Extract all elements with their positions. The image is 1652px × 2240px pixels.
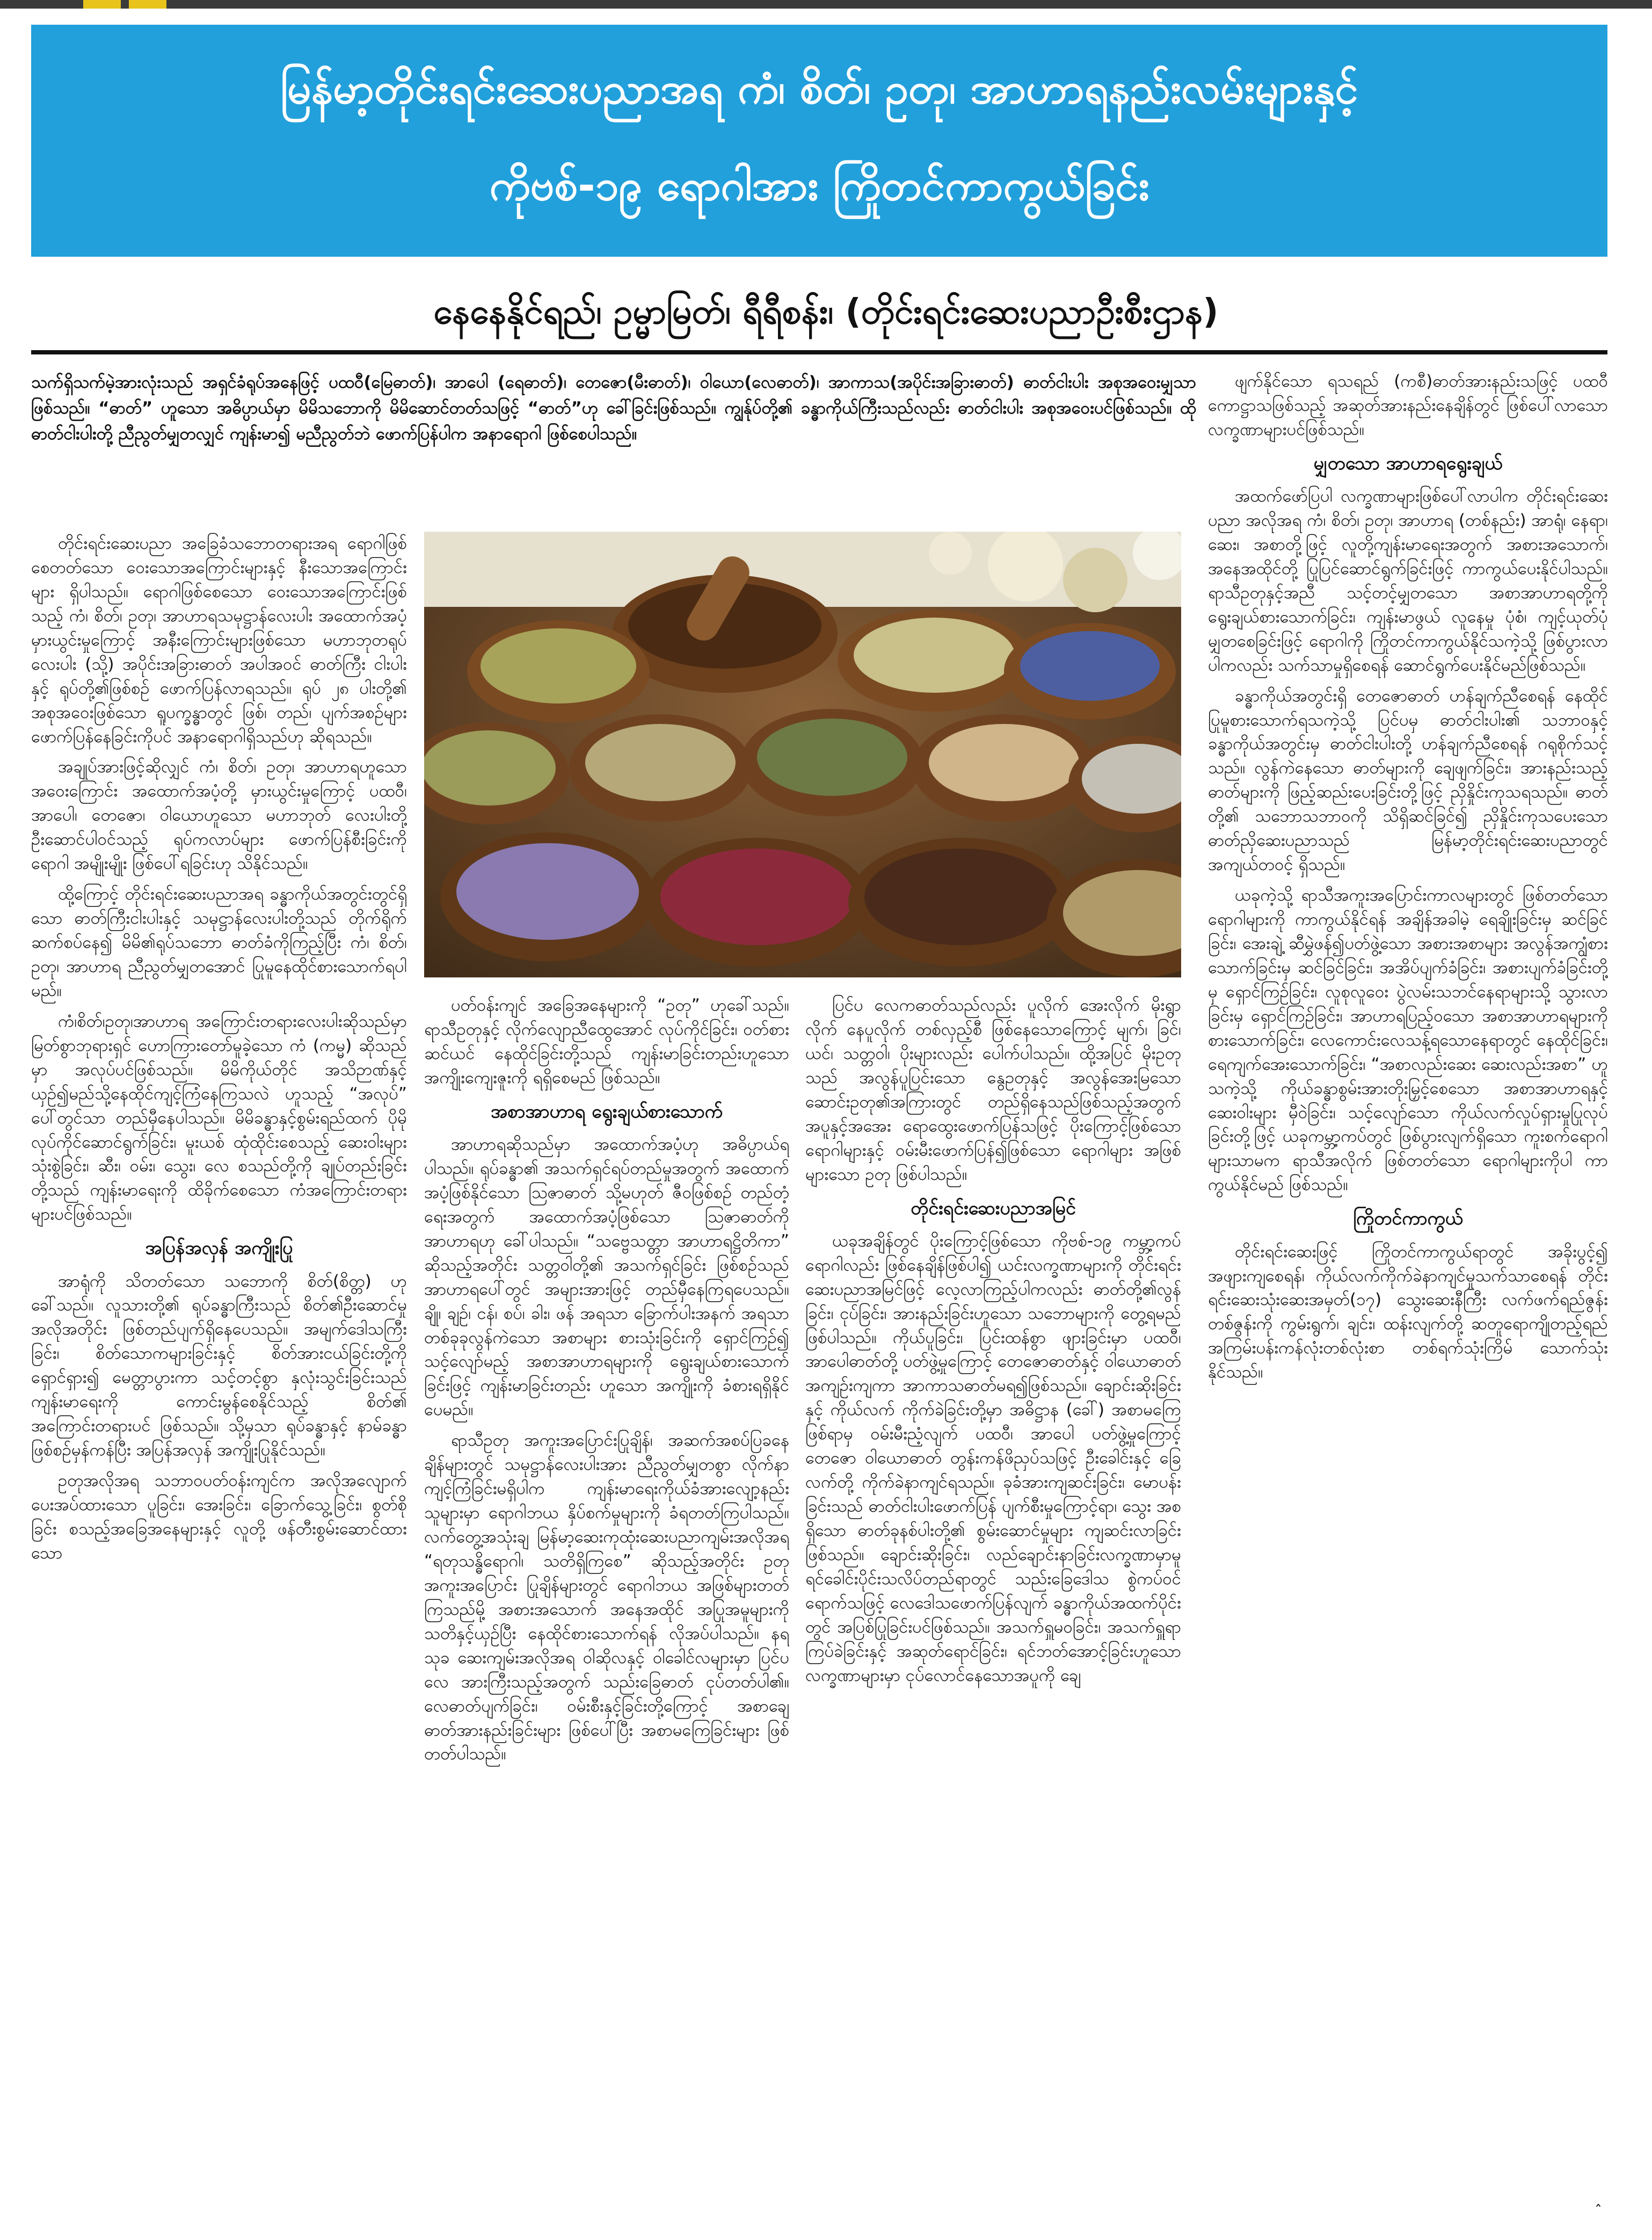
heading-prevention: ကြိုတင်ကာကွယ် <box>1353 1208 1463 1230</box>
lead-paragraph: သက်ရှိသက်မဲ့အားလုံးသည် အရှင်ခံရုပ်အနေဖြင့် ပထဝီ(မြေဓာတ်)၊ အာပေါ (ရေဓာတ်)၊ တေဇော(မီးဓာတ်)၊ ဝါယော(လေဓာတ်)၊ အာကာသ(အပိုင်းအခြားဓာတ်) ဓာတ်ငါးပါး အစုအဝေးမျှသာဖြစ်သည်။ “ဓာတ်” ဟူသော အဓိပ္ပာယ်မှာ မိမိသဘောကို မိမိဆောင်တတ်သဖြင့် “ဓာတ်”ဟု ခေါ်ခြင်းဖြစ်သည်။ ကျွန်ုပ်တို့၏ ခန္ဓာကိုယ်ကြီးသည်လည်း ဓာတ်ငါးပါး အစုအဝေးပင်ဖြစ်သည်။ ထိုဓာတ်ငါးပါးတို့ ညီညွတ်မျှတလျှင် ကျန်းမာ၍ မညီညွတ်ဘဲ ဖောက်ပြန်ပါက အနာရောဂါ ဖြစ်စေပါသည်။ <box>31 373 1196 444</box>
col4-body-b <box>1208 484 1608 1197</box>
column-3 <box>805 994 1181 2202</box>
paragraph: အာဟာရဆိုသည်မှာ အထောက်အပံ့ဟု အဓိပ္ပာယ်ရပါသည်။ ရုပ်ခန္ဓာ၏ အသက်ရှင်ရပ်တည်မှုအတွက် အထောက်အပံ့ဖြစ်နိုင်သော ဩဇာဓာတ် သို့မဟုတ် ဇီဝဖြစ်စဉ် တည်တံ့ရေးအတွက် အထောက်အပံ့ဖြစ်သော ဩဇာဓာတ်ကို အာဟာရဟု ခေါ်ပါသည်။ “သဗ္ဗေသတ္တာ အာဟာရဋ္ဌိတိကာ” ဆိုသည့်အတိုင်း သတ္တဝါတို့၏ အသက်ရှင်ခြင်း ဖြစ်စဉ်သည် အာဟာရပေါ်တွင် အများအားဖြင့် တည်မှီနေကြရပေသည်။ ချို၊ ချဉ်၊ ငန်၊ စပ်၊ ခါး၊ ဖန် အရသာ ခြောက်ပါးအနက် အရသာ တစ်ခုခုလွန်ကဲသော အစာများ စားသုံးခြင်းကို ရှောင်ကြဉ်၍ သင့်လျော်မည့် အစာအာဟာရများကို ရွေးချယ်စားသောက်ခြင်းဖြင့် ကျန်းမာခြင်းတည်း ဟူသော အကျိုးကို ခံစားရရှိနိုင်ပေမည်။ <box>424 1135 789 1420</box>
column-4 <box>1208 369 1608 2202</box>
col4-body-c <box>1208 1240 1608 1385</box>
byline: နေနေနိုင်ရည်၊ ဥမ္မာမြတ်၊ ရီရီစန်း၊ (တိုင်းရင်းဆေးပညာဦးစီးဌာန) <box>433 292 1219 332</box>
heading-food-choice: အစာအာဟာရ ရွေးချယ်စားသောက် <box>491 1100 723 1122</box>
paragraph: အချုပ်အားဖြင့်ဆိုလျှင် ကံ၊ စိတ်၊ ဥတု၊ အာဟာရဟူသော အဝေးကြောင်း အထောက်အပံ့တို့ မှားယွင်းမှုကြောင့် ပထဝီ၊ အာပေါ၊ တေဇော၊ ဝါယောဟူသော မဟာဘုတ် လေးပါးတို့ ဦးဆောင်ပါဝင်သည့် ရုပ်ကလာပ်များ ဖောက်ပြန်စီးခြင်းကို ရောဂါ အမျိုးမျိုး ဖြစ်ပေါ်ရခြင်းဟု သိနိုင်သည်။ <box>31 757 407 874</box>
col1-body-b <box>31 1270 407 1565</box>
col1-body <box>31 532 407 1227</box>
col2-body <box>424 994 789 1090</box>
heading-mutual-benefit: အပြန်အလှန် အကျိုးပြု <box>145 1237 293 1259</box>
herbs-photo-svg <box>424 532 1181 977</box>
col3-body-b <box>805 1229 1181 1688</box>
paragraph: တိုင်းရင်းဆေးပညာ အခြေခံသဘောတရားအရ ရောဂါဖြစ်စေတတ်သော ဝေးသောအကြောင်းများနှင့် နီးသောအကြောင်းများ ရှိပါသည်။ ရောဂါဖြစ်စေသော ဝေးသောအကြောင်းဖြစ်သည့် ကံ၊ စိတ်၊ ဥတု၊ အာဟာရသမုဋ္ဌာန်လေးပါး အထောက်အပံ့ မှားယွင်းမှုကြောင့် အနီးကြောင်းများဖြစ်သော မဟာဘုတရုပ်လေးပါး (သို့) အပိုင်းအခြားဓာတ် အပါအဝင် ဓာတ်ကြီး ငါးပါးနှင့် ရုပ်တို့၏ဖြစ်စဉ် ဖောက်ပြန်လာရသည်။ ရုပ် ၂၈ ပါးတို့၏ အစုအဝေးဖြစ်သော ရူပက္ခန္ဓာတွင် ဖြစ်၊ တည်၊ ပျက်အစဉ်များ ဖောက်ပြန်နေခြင်းကိုပင် အနာရောဂါရှိသည်ဟု ဆိုရသည်။ <box>31 534 407 746</box>
paragraph: အာရုံကို သိတတ်သော သဘောကို စိတ်(စိတ္တ) ဟုခေါ်သည်။ လူသားတို့၏ ရုပ်ခန္ဓာကြီးသည် စိတ်၏ဦးဆောင်မှုအလိုအတိုင်း ဖြစ်တည်ပျက်ရှိနေပေသည်။ အမျက်ဒေါသကြီးခြင်း၊ စိတ်သောကများခြင်းနှင့် စိတ်အားငယ်ခြင်းတို့ကို ရှောင်ရှား၍ မေတ္တာပွားကာ သင့်တင့်စွာ နှလုံးသွင်းခြင်းသည် ကျန်းမာရေးကို ကောင်းမွန်စေနိုင်သည့် စိတ်၏ အကြောင်းတရားပင် ဖြစ်သည်။ သို့မှသာ ရုပ်ခန္ဓာနှင့် နာမ်ခန္ဓာဖြစ်စဉ်မှန်ကန်ပြီး အပြန်အလှန် အကျိုးပြုနိုင်သည်။ <box>31 1271 407 1460</box>
heading-traditional-view: တိုင်းရင်းဆေးပညာအမြင် <box>911 1197 1076 1219</box>
paragraph: ကံ၊စိတ်၊ဥတု၊အာဟာရ အကြောင်းတရားလေးပါးဆိုသည်မှာ မြတ်စွာဘုရားရှင် ဟောကြားတော်မူခဲ့သော ကံ (ကမ္မ) ဆိုသည်မှာ အလုပ်ပင်ဖြစ်သည်။ မိမိကိုယ်တိုင် အသိဉာဏ်နှင့် ယှဉ်၍မည်သို့နေထိုင်ကျင့်ကြံနေကြသလဲ ဟူသည့် “အလုပ်” ပေါ်တွင်သာ တည်မှီနေပါသည်။ မိမိခန္ဓာနှင့်စွမ်းရည်ထက် ပိုမိုလုပ်ကိုင်ဆောင်ရွက်ခြင်း၊ မူးယစ် ထုံထိုင်းစေသည့် ဆေးဝါးများသုံးစွဲခြင်း၊ ဆီး၊ ဝမ်း၊ သွေး၊ လေ စသည်တို့ကို ချုပ်တည်းခြင်းတို့သည် ကျန်းမာရေးကို ထိခိုက်စေသော ကံအကြောင်းတရားများပင်ဖြစ်သည်။ <box>31 1011 407 1224</box>
paragraph: ထို့ကြောင့် တိုင်းရင်းဆေးပညာအရ ခန္ဓာကိုယ်အတွင်းတွင်ရှိသော ဓာတ်ကြီးငါးပါးနှင့် သမုဋ္ဌာန်လေးပါးတို့သည် တိုက်ရိုက်ဆက်စပ်နေ၍ မိမိ၏ရုပ်သဘော ဓာတ်ခံကိုကြည့်ပြီး ကံ၊ စိတ်၊ ဥတု၊ အာဟာရ ညီညွတ်မျှတအောင် ပြုမူနေထိုင်စားသောက်ရပါမည်။ <box>31 885 407 1001</box>
title-banner <box>31 25 1607 257</box>
paragraph: ဖျက်နိုင်သော ရသရည် (ကစီ)ဓာတ်အားနည်းသဖြင့် ပထဝီကောဋ္ဌာသဖြစ်သည့် အဆုတ်အားနည်းနေချိန်တွင် ဖြစ်ပေါ်လာသော လက္ခဏာများပင်ဖြစ်သည်။ <box>1208 372 1608 439</box>
title-line-1: မြန်မာ့တိုင်းရင်းဆေးပညာအရ ကံ၊ စိတ်၊ ဥတု၊ အာဟာရနည်းလမ်းများနှင့် <box>280 65 1358 113</box>
herbs-mortar-photo <box>424 532 1181 977</box>
page-mark: ˆ <box>1595 2202 1602 2220</box>
paragraph: ပြင်ပ လေကဓာတ်သည်လည်း ပူလိုက် အေးလိုက် မိုးရွာလိုက် နေပူလိုက် တစ်လှည့်စီ ဖြစ်နေသောကြောင့် မျက်၊ ခြင်၊ ယင်၊ သတ္တဝါ၊ ပိုးများလည်း ပေါက်ပါသည်။ ထို့အပြင် မိုးဥတုသည် အလွန်ပူပြင်းသော နွေဥတုနှင့် အလွန်အေးမြသော ဆောင်းဥတု၏အကြားတွင် တည်ရှိနေသည်ဖြစ်သည့်အတွက် အပူနှင့်အအေး ရောထွေးဖောက်ပြန်သဖြင့် ပိုးကြောင့်ဖြစ်သော ရောဂါများနှင့် ဝမ်းမီးဖောက်ပြန်၍ဖြစ်သော ရောဂါများ အဖြစ်များသော ဥတု ဖြစ်ပါသည်။ <box>805 996 1181 1184</box>
col4-body <box>1208 369 1608 442</box>
paragraph: အထက်ဖော်ပြပါ လက္ခဏာများဖြစ်ပေါ်လာပါက တိုင်းရင်းဆေးပညာ အလိုအရ ကံ၊ စိတ်၊ ဥတု၊ အာဟာရ (တစ်နည်း) အာရုံ၊ နေရာ၊ ဆေး၊ အစာတို့ဖြင့် လူတို့ကျန်းမာရေးအတွက် အစားအသောက်၊ အနေအထိုင်တို့ ပြုပြင်ဆောင်ရွက်ခြင်းဖြင့် ကာကွယ်ပေးနိုင်ပါသည်။ ရာသီဥတုနှင့်အညီ သင့်တင့်မျှတသော အစာအာဟာရတို့ကို ရွေးချယ်စားသောက်ခြင်း၊ ကျန်းမာဖွယ် လူနေမှု ပုံစံ၊ ကျင့်ယုတ်ပုံ မျှတစေခြင်းဖြင့် ရောဂါကို ကြိုတင်ကာကွယ်နိုင်သကဲ့သို့ ဖြစ်ပွားလာပါကလည်း သက်သာမှုရှိစေရန် ဆောင်ရွက်ပေးနိုင်မည်ဖြစ်သည်။ <box>1208 487 1608 675</box>
column-2 <box>424 994 789 2202</box>
col2-body-b <box>424 1133 789 1766</box>
title-line-2: ကိုဗစ်-၁၉ ရောဂါအား ကြိုတင်ကာကွယ်ခြင်း <box>489 162 1149 210</box>
col3-body <box>805 994 1181 1187</box>
top-strip <box>0 0 1652 9</box>
divider-rule <box>31 350 1607 354</box>
paragraph: ရာသီဥတု အကူးအပြောင်းပြုချိန်၊ အဆက်အစပ်ပြခနေချိန်များတွင် သမုဋ္ဌာန်လေးပါးအား ညီညွတ်မျှတစွာ လိုက်နာကျင့်ကြံခြင်းမရှိပါက ကျန်းမာရေးကိုယ်ခံအားလျော့နည်းသူများမှာ ရောဂါဘယ နှိပ်စက်မှုများကို ခံရတတ်ကြပါသည်။ လက်တွေ့အသုံးချ မြန်မာ့ဆေးကုထုံးဆေးပညာကျမ်းအလိုအရ “ရတုသန္ဓိရောဂါ၊ သတိရှိကြစေ” ဆိုသည့်အတိုင်း ဥတုအကူးအပြောင်း ပြုချိန်များတွင် ရောဂါဘယ အဖြစ်များတတ်ကြသည်မို့ အစားအသောက် အနေအထိုင် အပြုအမူများကို သတိနှင့်ယှဉ်ပြီး နေထိုင်စားသောက်ရန် လိုအပ်ပါသည်။ နရသုခ ဆေးကျမ်းအလိုအရ ဝါဆိုလနှင့် ဝါခေါင်လများမှာ ပြင်ပလေ အားကြီးသည့်အတွက် သည်းခြေဓာတ် ငုပ်တတ်ပါ၏။ လေဓာတ်ပျက်ခြင်း၊ ဝမ်းစီးနှင့်ခြင်းတို့ကြောင့် အစာချေဓာတ်အားနည်းခြင်းများ ဖြစ်ပေါ်ပြီး အစာမကြေခြင်းများ ဖြစ်တတ်ပါသည်။ <box>424 1431 789 1764</box>
paragraph: ပတ်ဝန်းကျင် အခြေအနေများကို “ဥတု” ဟုခေါ်သည်။ ရာသီဥတုနှင့် လိုက်လျောညီထွေအောင် လုပ်ကိုင်ခြင်း၊ ဝတ်စားဆင်ယင် နေထိုင်ခြင်းတို့သည် ကျန်းမာခြင်းတည်းဟူသော အကျိုးကျေးဇူးကို ရရှိစေမည် ဖြစ်သည်။ <box>424 996 789 1088</box>
paragraph: ယခုကဲ့သို့ ရာသီအကူးအပြောင်းကာလများတွင် ဖြစ်တတ်သောရောဂါများကို ကာကွယ်နိုင်ရန် အချိန်အခါမဲ့ ရေချိုးခြင်းမှ ဆင်ခြင်ခြင်း၊ အေးချဲ့ ဆီမွှဲဖန်၍ပတ်ဖွဲ့သော အစားအစာများ အလွန်အကျွံစားသောက်ခြင်းမှ ဆင်ခြင်ခြင်း၊ အအိပ်ပျက်ခံခြင်း၊ အစားပျက်ခံခြင်းတို့မှ ရှောင်ကြဉ်ခြင်း၊ လူစုလူဝေး ပွဲလမ်းသဘင်နေရာများသို့ သွားလာခြင်းမှ ရှောင်ကြဉ်ခြင်း၊ အာဟာရပြည့်ဝသော အစာအာဟာရများကို စားသောက်ခြင်း၊ လေကောင်းလေသန့်ရသောနေရာတွင် နေထိုင်ခြင်း၊ ရေကျက်အေးသောက်ခြင်း၊ “အစာလည်းဆေး ဆေးလည်းအစာ” ဟူသကဲ့သို့ ကိုယ်ခန္ဓာစွမ်းအားတိုးမြှင့်စေသော အစာအာဟာရနှင့် ဆေးဝါးများ မှီဝဲခြင်း၊ သင့်လျော်သော ကိုယ်လက်လှုပ်ရှားမှုပြုလုပ်ခြင်းတို့ဖြင့် ယခုကမ္ဘာ့ကပ်တွင် ဖြစ်ပွားလျက်ရှိသော ကူးစက်ရောဂါများသာမက ရာသီအလိုက် ဖြစ်တတ်သော ရောဂါများကိုပါ ကာကွယ်နိုင်မည် ဖြစ်သည်။ <box>1208 886 1608 1195</box>
paragraph: ဥတုအလိုအရ သဘာဝပတ်ဝန်းကျင်က အလိုအလျောက် ပေးအပ်ထားသော ပူခြင်း၊ အေးခြင်း၊ ခြောက်သွေ့ခြင်း၊ စွတ်စိုခြင်း စသည့်အခြေအနေများနှင့် လူတို့ ဖန်တီးစွမ်းဆောင်ထားသော <box>31 1471 407 1563</box>
paragraph: ခန္ဓာကိုယ်အတွင်းရှိ တေဇောဓာတ် ဟန်ချက်ညီစေရန် နေထိုင်ပြုမူစားသောက်ရသကဲ့သို့ ပြင်ပမှ ဓာတ်ငါးပါး၏ သဘာဝနှင့် ခန္ဓာကိုယ်အတွင်းမှ ဓာတ်ငါးပါးတို့ ဟန်ချက်ညီစေရန် ဂရုစိုက်သင့်သည်။ လွန်ကဲနေသော ဓာတ်များကို ချေဖျက်ခြင်း၊ အားနည်းသည့် ဓာတ်များကို ဖြည့်ဆည်းပေးခြင်းတို့ဖြင့် ညှိနှိုင်းကုသရသည်။ ဓာတ်တို့၏ သဘောသဘာဝကို သိရှိဆင်ခြင်၍ ညှိနှိုင်းကုသပေးသော ဓာတ်ညှိဆေးပညာသည် မြန်မာ့တိုင်းရင်းဆေးပညာတွင် အကျယ်တဝင့် ရှိသည်။ <box>1208 686 1608 875</box>
paragraph: တိုင်းရင်းဆေးဖြင့် ကြိုတင်ကာကွယ်ရာတွင် အခိုးပွင့်၍ အဖျားကျစေရန်၊ ကိုယ်လက်ကိုက်ခဲနာကျင်မှုသက်သာစေရန် တိုင်းရင်းဆေးသုံးဆေးအမှတ်(၁၇) သွေးဆေးနီကြီး လက်ဖက်ရည်ဇွန်းတစ်ဇွန်းကို ကွမ်းရွက်၊ ချင်း၊ ထန်းလျက်တို့ ဆတူရောကျိုတည့်ရည် အကြမ်းပန်းကန်လုံးတစ်လုံးစာ တစ်ရက်သုံးကြိမ် သောက်သုံးနိုင်သည်။ <box>1208 1242 1608 1382</box>
heading-balanced-diet: မျှတသော အာဟာရရွေးချယ် <box>1313 452 1503 474</box>
paragraph: ယခုအချိန်တွင် ပိုးကြောင့်ဖြစ်သော ကိုဗစ်-၁၉ ကမ္ဘာ့ကပ်ရောဂါလည်း ဖြစ်နေချိန်ဖြစ်ပါ၍ ယင်းလက္ခဏာများကို တိုင်းရင်းဆေးပညာအမြင်ဖြင့် လေ့လာကြည့်ပါကလည်း ဓာတ်တို့၏လွန်ခြင်း၊ ငုပ်ခြင်း၊ အားနည်းခြင်းဟူသော သဘောများကို တွေ့ရမည် ဖြစ်ပါသည်။ ကိုယ်ပူခြင်း၊ ပြင်းထန်စွာ ဖျားခြင်းမှာ ပထဝီ၊ အာပေါဓာတ်တို့ ပတ်ဖွဲ့မှုကြောင့် တေဇောဓာတ်နှင့် ဝါယောဓာတ် အကျဉ်းကျကာ အာကာသဓာတ်မရ၍ဖြစ်သည်။ ချောင်းဆိုးခြင်းနှင့် ကိုယ်လက် ကိုက်ခဲခြင်းတို့မှာ အဓိဋ္ဌာန (ခေါ်) အစာမကြေဖြစ်ရာမှ ဝမ်းမီးညံ့လျက် ပထဝီ၊ အာပေါ ပတ်ဖွဲ့မှုကြောင့် တေဇော ဝါယောဓာတ် တွန်းကန်ဖိညှပ်သဖြင့် ဦးခေါင်းနှင့် ခြေလက်တို့ ကိုက်ခဲနာကျင်ရသည်။ ခုခံအားကျဆင်းခြင်း၊ မောပန်းခြင်းသည် ဓာတ်ငါးပါးဖောက်ပြန် ပျက်စီးမှုကြောင့်ရာ၊ သွေး အစရှိသော ဓာတ်ခုနစ်ပါးတို့၏ စွမ်းဆောင်မှုများ ကျဆင်းလာခြင်းဖြစ်သည်။ ချောင်းဆိုးခြင်း၊ လည်ချောင်းနာခြင်းလက္ခဏာမှာမူ ရင်ခေါင်းပိုင်းသလိပ်တည်ရာတွင် သည်းခြေဒေါသ စွဲကပ်ဝင်ရောက်သဖြင့် လေဒေါသဖောက်ပြန်လျက် ခန္ဓာကိုယ်အထက်ပိုင်းတွင် အပြစ်ပြုခြင်းပင်ဖြစ်သည်။ အသက်ရှူမဝခြင်း၊ အသက်ရှူရာကြပ်ခဲခြင်းနှင့် အဆုတ်ရောင်ခြင်း၊ ရင်ဘတ်အောင့်ခြင်းဟူသော လက္ခဏာများမှာ ငုပ်လောင်နေသောအပူကို ချေ <box>805 1231 1181 1685</box>
column-1 <box>31 532 407 2202</box>
